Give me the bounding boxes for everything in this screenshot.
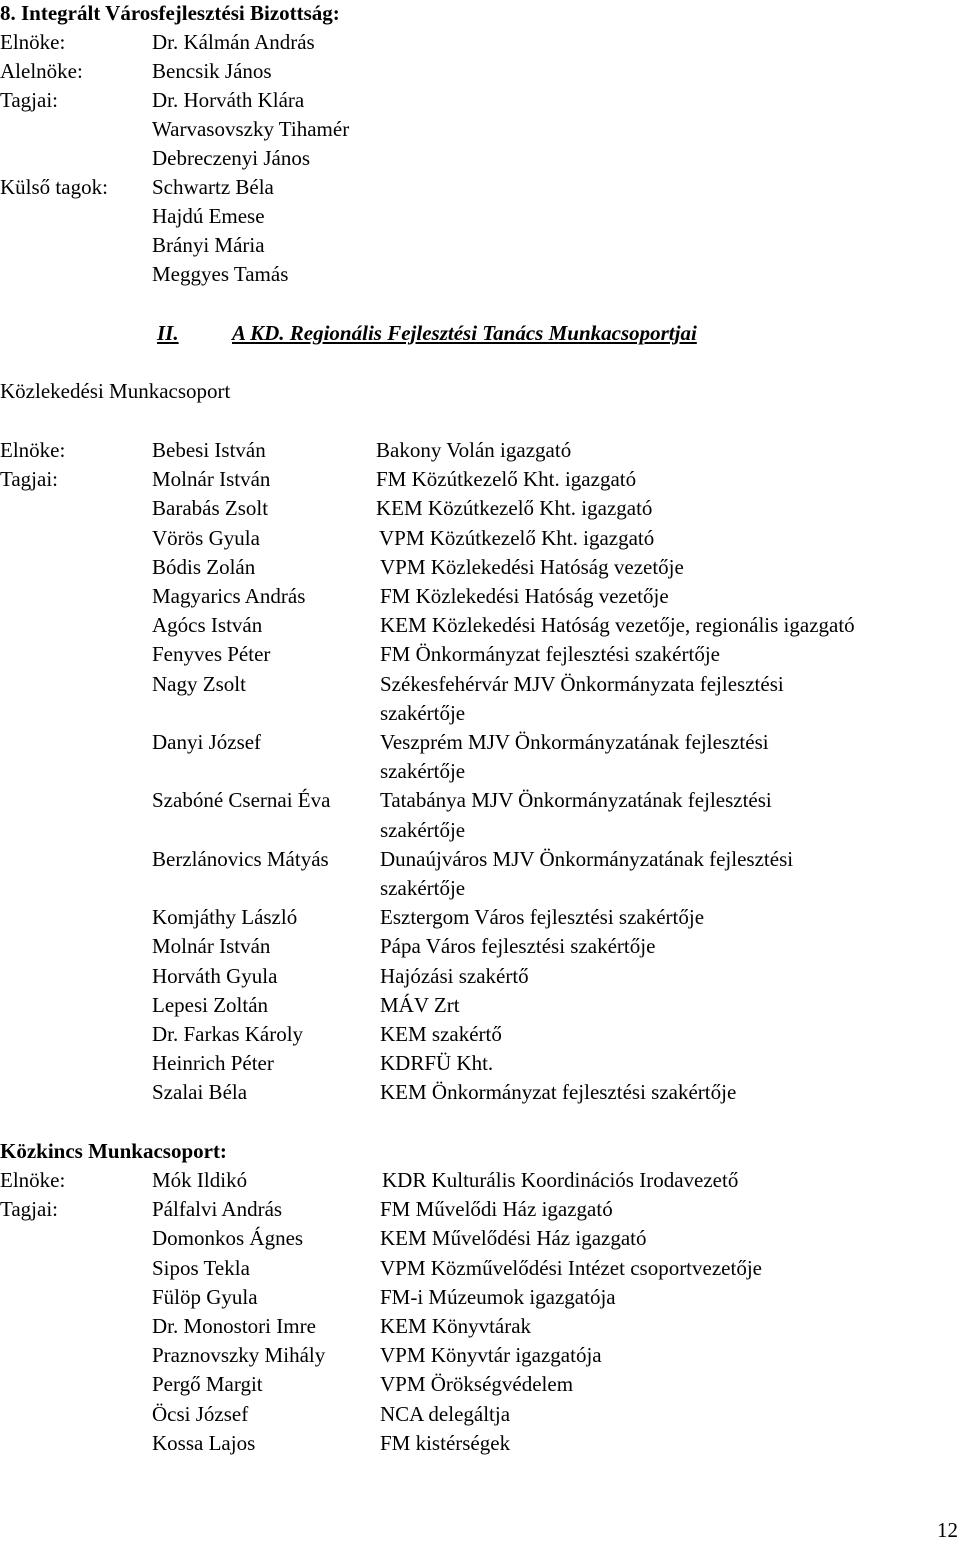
member-role: FM-i Múzeumok igazgatója (380, 1285, 616, 1309)
member-role-continued: szakértője (380, 701, 466, 725)
member-name: Domonkos Ágnes (152, 1226, 304, 1250)
member-role: NCA delegáltja (380, 1402, 511, 1426)
section-title: 8. Integrált Városfejlesztési Bizottság: (0, 1, 340, 25)
member-role: FM Önkormányzat fejlesztési szakértője (380, 642, 720, 666)
member-role: Bakony Volán igazgató (376, 438, 572, 462)
member-role: VPM Közművelődési Intézet csoportvezetője (380, 1256, 762, 1280)
member-role: FM Művelődi Ház igazgató (380, 1197, 613, 1221)
chair-label: Elnöke: (0, 30, 66, 54)
member-name: Komjáthy László (152, 905, 298, 929)
external-member-name: Brányi Mária (152, 233, 265, 257)
member-name: Kossa Lajos (152, 1431, 256, 1455)
member-name: Vörös Gyula (152, 526, 260, 550)
culture-chair-label: Elnöke: (0, 1168, 66, 1192)
member-role: KEM Közlekedési Hatóság vezetője, regionális igazgató (380, 613, 855, 637)
member-name: Barabás Zsolt (152, 496, 269, 520)
member-role: KEM Művelődési Ház igazgató (380, 1226, 647, 1250)
member-role: FM kistérségek (380, 1431, 511, 1455)
culture-group-heading: Közkincs Munkacsoport: (0, 1139, 227, 1163)
member-role: Tatabánya MJV Önkormányzatának fejlesztési (380, 788, 772, 812)
member-name: Bódis Zolán (152, 555, 256, 579)
member-role: KEM Közútkezelő Kht. igazgató (376, 496, 653, 520)
member-role: Pápa Város fejlesztési szakértője (380, 934, 656, 958)
member-name: Warvasovszky Tihamér (152, 117, 350, 141)
member-name: Nagy Zsolt (152, 672, 246, 696)
part-title: A KD. Regionális Fejlesztési Tanács Munkacsoportjai (232, 321, 697, 345)
member-role: KEM Önkormányzat fejlesztési szakértője (380, 1080, 737, 1104)
member-role: Székesfehérvár MJV Önkormányzata fejlesztési (380, 672, 784, 696)
member-role: Dunaújváros MJV Önkormányzatának fejlesztési (380, 847, 794, 871)
member-role: FM Közlekedési Hatóság vezetője (380, 584, 669, 608)
member-role: MÁV Zrt (380, 993, 460, 1017)
member-role: VPM Közútkezelő Kht. igazgató (379, 526, 655, 550)
member-name: Praznovszky Mihály (152, 1343, 326, 1367)
member-name: Fenyves Péter (152, 642, 271, 666)
member-name: Fülöp Gyula (152, 1285, 258, 1309)
transport-members-label: Tagjai: (0, 467, 59, 491)
vice-chair-label: Alelnöke: (0, 59, 83, 83)
vice-chair-name: Bencsik János (152, 59, 272, 83)
member-role: KDRFÜ Kht. (380, 1051, 494, 1075)
member-role: KEM Könyvtárak (380, 1314, 532, 1338)
members-label: Tagjai: (0, 88, 59, 112)
member-role: Veszprém MJV Önkormányzatának fejlesztési (380, 730, 769, 754)
chair-name: Dr. Kálmán András (152, 30, 315, 54)
member-role: Esztergom Város fejlesztési szakértője (380, 905, 705, 929)
part-numeral: II. (157, 321, 179, 345)
member-name: Dr. Monostori Imre (152, 1314, 316, 1338)
external-member-name: Schwartz Béla (152, 175, 274, 199)
member-role: KEM szakértő (380, 1022, 502, 1046)
page-number: 12 (937, 1518, 958, 1542)
member-name: Debreczenyi János (152, 146, 311, 170)
member-name: Mók Ildikó (152, 1168, 248, 1192)
member-name: Lepesi Zoltán (152, 993, 269, 1017)
transport-chair-label: Elnöke: (0, 438, 66, 462)
external-members-label: Külső tagok: (0, 175, 108, 199)
member-name: Molnár István (152, 467, 271, 491)
external-member-name: Meggyes Tamás (152, 262, 289, 286)
member-role-continued: szakértője (380, 818, 466, 842)
member-name: Molnár István (152, 934, 271, 958)
member-name: Horváth Gyula (152, 964, 278, 988)
member-role: Hajózási szakértő (380, 964, 529, 988)
transport-group-heading: Közlekedési Munkacsoport (0, 379, 231, 403)
member-role-continued: szakértője (380, 876, 466, 900)
member-name: Agócs István (152, 613, 263, 637)
member-name: Dr. Horváth Klára (152, 88, 305, 112)
member-name: Öcsi József (152, 1402, 249, 1426)
member-name: Dr. Farkas Károly (152, 1022, 304, 1046)
culture-members-label: Tagjai: (0, 1197, 59, 1221)
member-name: Pergő Margit (152, 1372, 263, 1396)
member-name: Heinrich Péter (152, 1051, 274, 1075)
member-name: Magyarics András (152, 584, 306, 608)
member-name: Sipos Tekla (152, 1256, 250, 1280)
member-role: VPM Közlekedési Hatóság vezetője (380, 555, 684, 579)
member-name: Szalai Béla (152, 1080, 248, 1104)
member-role-continued: szakértője (380, 759, 466, 783)
member-role: FM Közútkezelő Kht. igazgató (376, 467, 637, 491)
member-name: Szabóné Csernai Éva (152, 788, 331, 812)
member-role: VPM Örökségvédelem (380, 1372, 574, 1396)
member-name: Pálfalvi András (152, 1197, 283, 1221)
member-name: Danyi József (152, 730, 262, 754)
member-role: KDR Kulturális Koordinációs Irodavezető (382, 1168, 739, 1192)
member-role: VPM Könyvtár igazgatója (380, 1343, 602, 1367)
member-name: Bebesi István (152, 438, 266, 462)
external-member-name: Hajdú Emese (152, 204, 265, 228)
member-name: Berzlánovics Mátyás (152, 847, 329, 871)
